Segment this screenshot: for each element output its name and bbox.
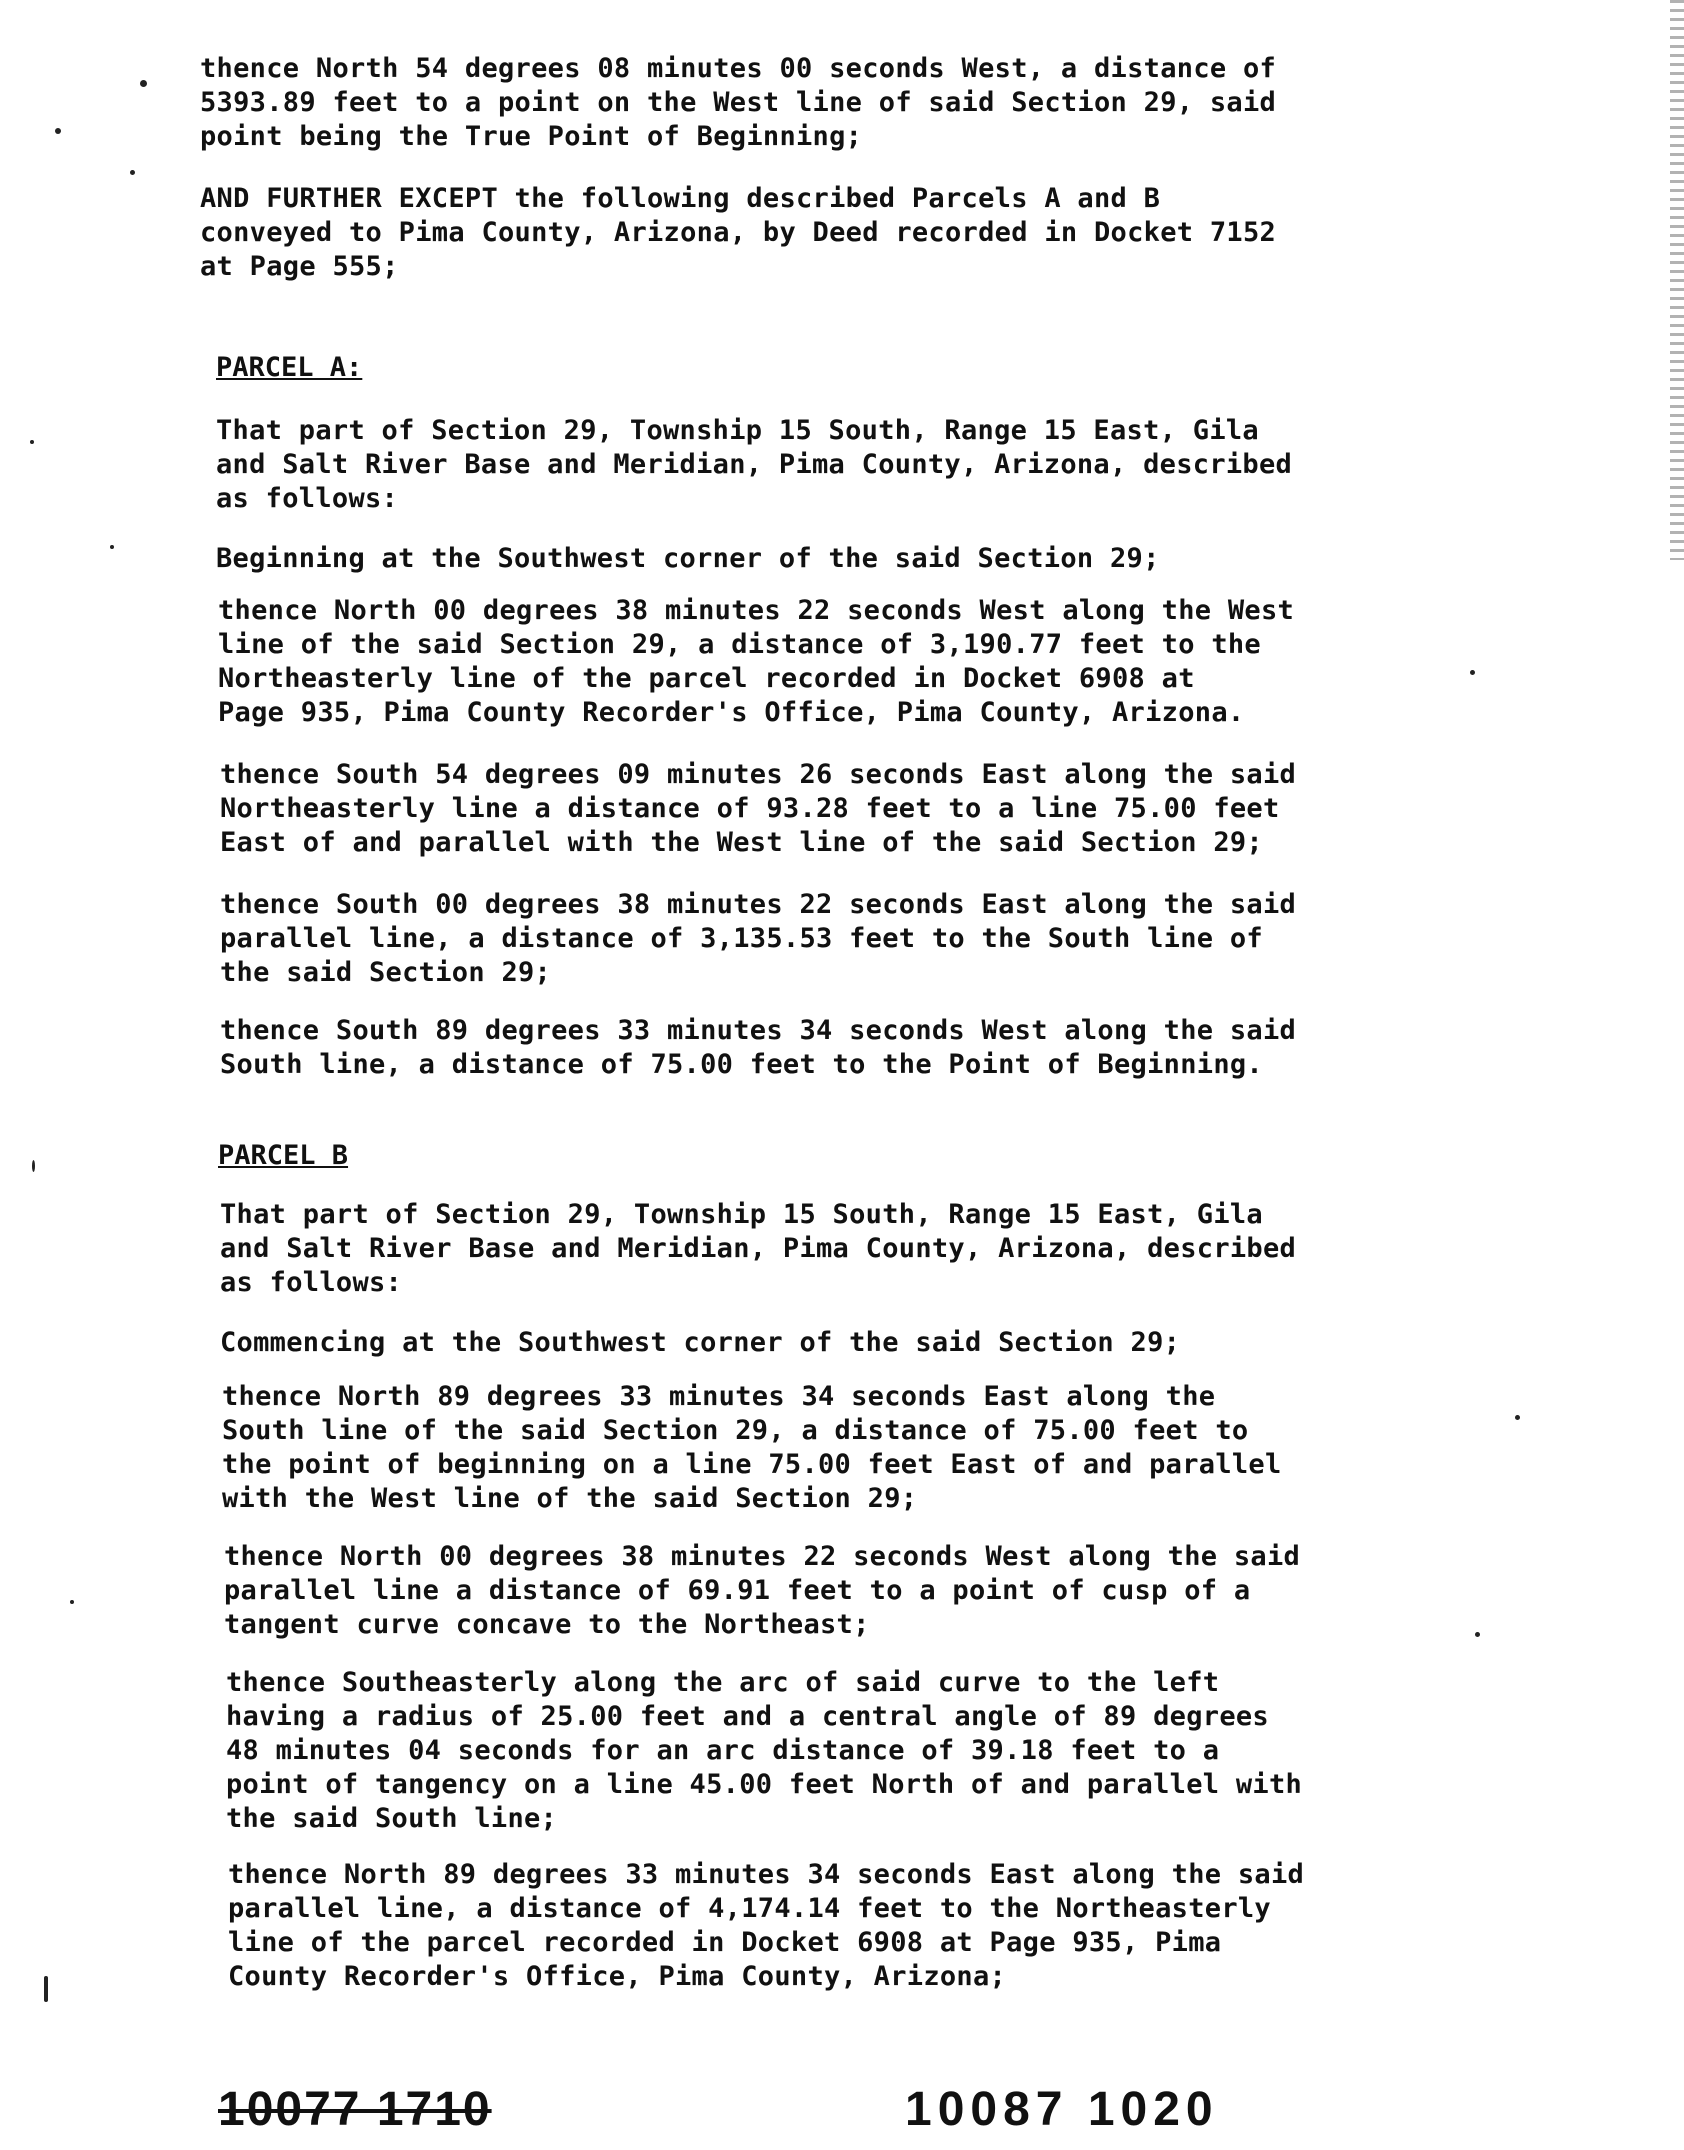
scan-speck [55, 128, 61, 134]
text-line: line of the parcel recorded in Docket 6908 at Page 935, Pima [228, 1927, 1222, 1958]
parcel-b-course-4 [228, 1858, 1508, 1994]
text-line: the said South line; [226, 1803, 558, 1834]
text-line: thence South 00 degrees 38 minutes 22 seconds East along the said [220, 889, 1297, 920]
paragraph-further-except [200, 182, 1480, 284]
parcel-b-course-3 [226, 1666, 1506, 1836]
parcel-a-heading: PARCEL A: [216, 352, 363, 383]
scan-speck [32, 1160, 35, 1172]
text-line: point being the True Point of Beginning; [200, 121, 863, 152]
scan-speck [1470, 670, 1475, 675]
text-line: and Salt River Base and Meridian, Pima County, Arizona, described [220, 1233, 1297, 1264]
struck-number-text: 10077 1710 [218, 2083, 492, 2136]
text-line: as follows: [220, 1267, 403, 1298]
text-line: thence South 54 degrees 09 minutes 26 seconds East along the said [220, 759, 1297, 790]
text-line: the said Section 29; [220, 957, 552, 988]
scan-speck [44, 1976, 48, 2002]
text-line: thence North 89 degrees 33 minutes 34 seconds East along the said [228, 1859, 1305, 1890]
text-line: Northeasterly line of the parcel recorded in Docket 6908 at [218, 663, 1195, 694]
parcel-b-course-2 [224, 1540, 1504, 1642]
parcel-a-description [216, 414, 1496, 516]
text-line: Northeasterly line a distance of 93.28 feet to a line 75.00 feet [220, 793, 1280, 824]
text-line: parallel line a distance of 69.91 feet to a point of cusp of a [224, 1575, 1251, 1606]
text-line: South line of the said Section 29, a distance of 75.00 feet to [222, 1415, 1249, 1446]
text-line: line of the said Section 29, a distance of 3,190.77 feet to the [218, 629, 1261, 660]
parcel-a-course-4 [220, 1014, 1500, 1082]
text-line: at Page 555; [200, 251, 399, 282]
text-line: Page 935, Pima County Recorder's Office, Pima County, Arizona. [218, 697, 1245, 728]
parcel-b-course-1 [222, 1380, 1502, 1516]
text-line: 48 minutes 04 seconds for an arc distance of 39.18 feet to a [226, 1735, 1220, 1766]
parcel-a-course-1 [218, 594, 1498, 730]
parcel-a-course-2 [220, 758, 1500, 860]
scan-speck [30, 440, 34, 444]
text-line: parallel line, a distance of 3,135.53 feet to the South line of [220, 923, 1263, 954]
text-line: Commencing at the Southwest corner of the said Section 29; [220, 1327, 1181, 1358]
scan-speck [1475, 1632, 1480, 1637]
text-line: the point of beginning on a line 75.00 feet East of and parallel [222, 1449, 1282, 1480]
text-line: 5393.89 feet to a point on the West line of said Section 29, said [200, 87, 1277, 118]
text-line: County Recorder's Office, Pima County, Arizona; [228, 1961, 1007, 1992]
parcel-b-heading: PARCEL B [218, 1140, 349, 1171]
text-line: as follows: [216, 483, 399, 514]
scan-speck [130, 170, 135, 175]
text-line: thence Southeasterly along the arc of said curve to the left [226, 1667, 1220, 1698]
parcel-a-beginning [216, 542, 1496, 576]
text-line: point of tangency on a line 45.00 feet North of and parallel with [226, 1769, 1303, 1800]
text-line: East of and parallel with the West line of the said Section 29; [220, 827, 1263, 858]
scan-speck [140, 80, 147, 87]
scan-speck [70, 1600, 74, 1604]
text-line: and Salt River Base and Meridian, Pima County, Arizona, described [216, 449, 1293, 480]
parcel-b-description [220, 1198, 1500, 1300]
text-line: AND FURTHER EXCEPT the following described Parcels A and B [200, 183, 1161, 214]
text-line: conveyed to Pima County, Arizona, by Deed recorded in Docket 7152 [200, 217, 1277, 248]
text-line: That part of Section 29, Township 15 South, Range 15 East, Gila [216, 415, 1259, 446]
parcel-b-commencing [220, 1326, 1500, 1360]
text-line: tangent curve concave to the Northeast; [224, 1609, 870, 1640]
text-line: Beginning at the Southwest corner of the said Section 29; [216, 543, 1160, 574]
document-page-number: 10087 1020 [905, 2083, 1219, 2136]
scan-speck [1515, 1415, 1520, 1420]
text-line: thence North 00 degrees 38 minutes 22 seconds West along the said [224, 1541, 1301, 1572]
text-line: with the West line of the said Section 29; [222, 1483, 918, 1514]
text-line: thence North 54 degrees 08 minutes 00 seconds West, a distance of [200, 53, 1277, 84]
text-line: South line, a distance of 75.00 feet to the Point of Beginning. [220, 1049, 1263, 1080]
scan-speck [110, 545, 114, 549]
parcel-a-course-3 [220, 888, 1500, 990]
text-line: parallel line, a distance of 4,174.14 feet to the Northeasterly [228, 1893, 1271, 1924]
text-line: That part of Section 29, Township 15 South, Range 15 East, Gila [220, 1199, 1263, 1230]
text-line: thence South 89 degrees 33 minutes 34 seconds West along the said [220, 1015, 1297, 1046]
text-line: thence North 00 degrees 38 minutes 22 seconds West along the West [218, 595, 1295, 626]
struck-document-number [218, 2082, 492, 2137]
text-line: having a radius of 25.00 feet and a central angle of 89 degrees [226, 1701, 1269, 1732]
text-line: thence North 89 degrees 33 minutes 34 seconds East along the [222, 1381, 1216, 1412]
scan-edge-artifact [1670, 0, 1684, 560]
paragraph-true-point-of-beginning [200, 52, 1480, 154]
